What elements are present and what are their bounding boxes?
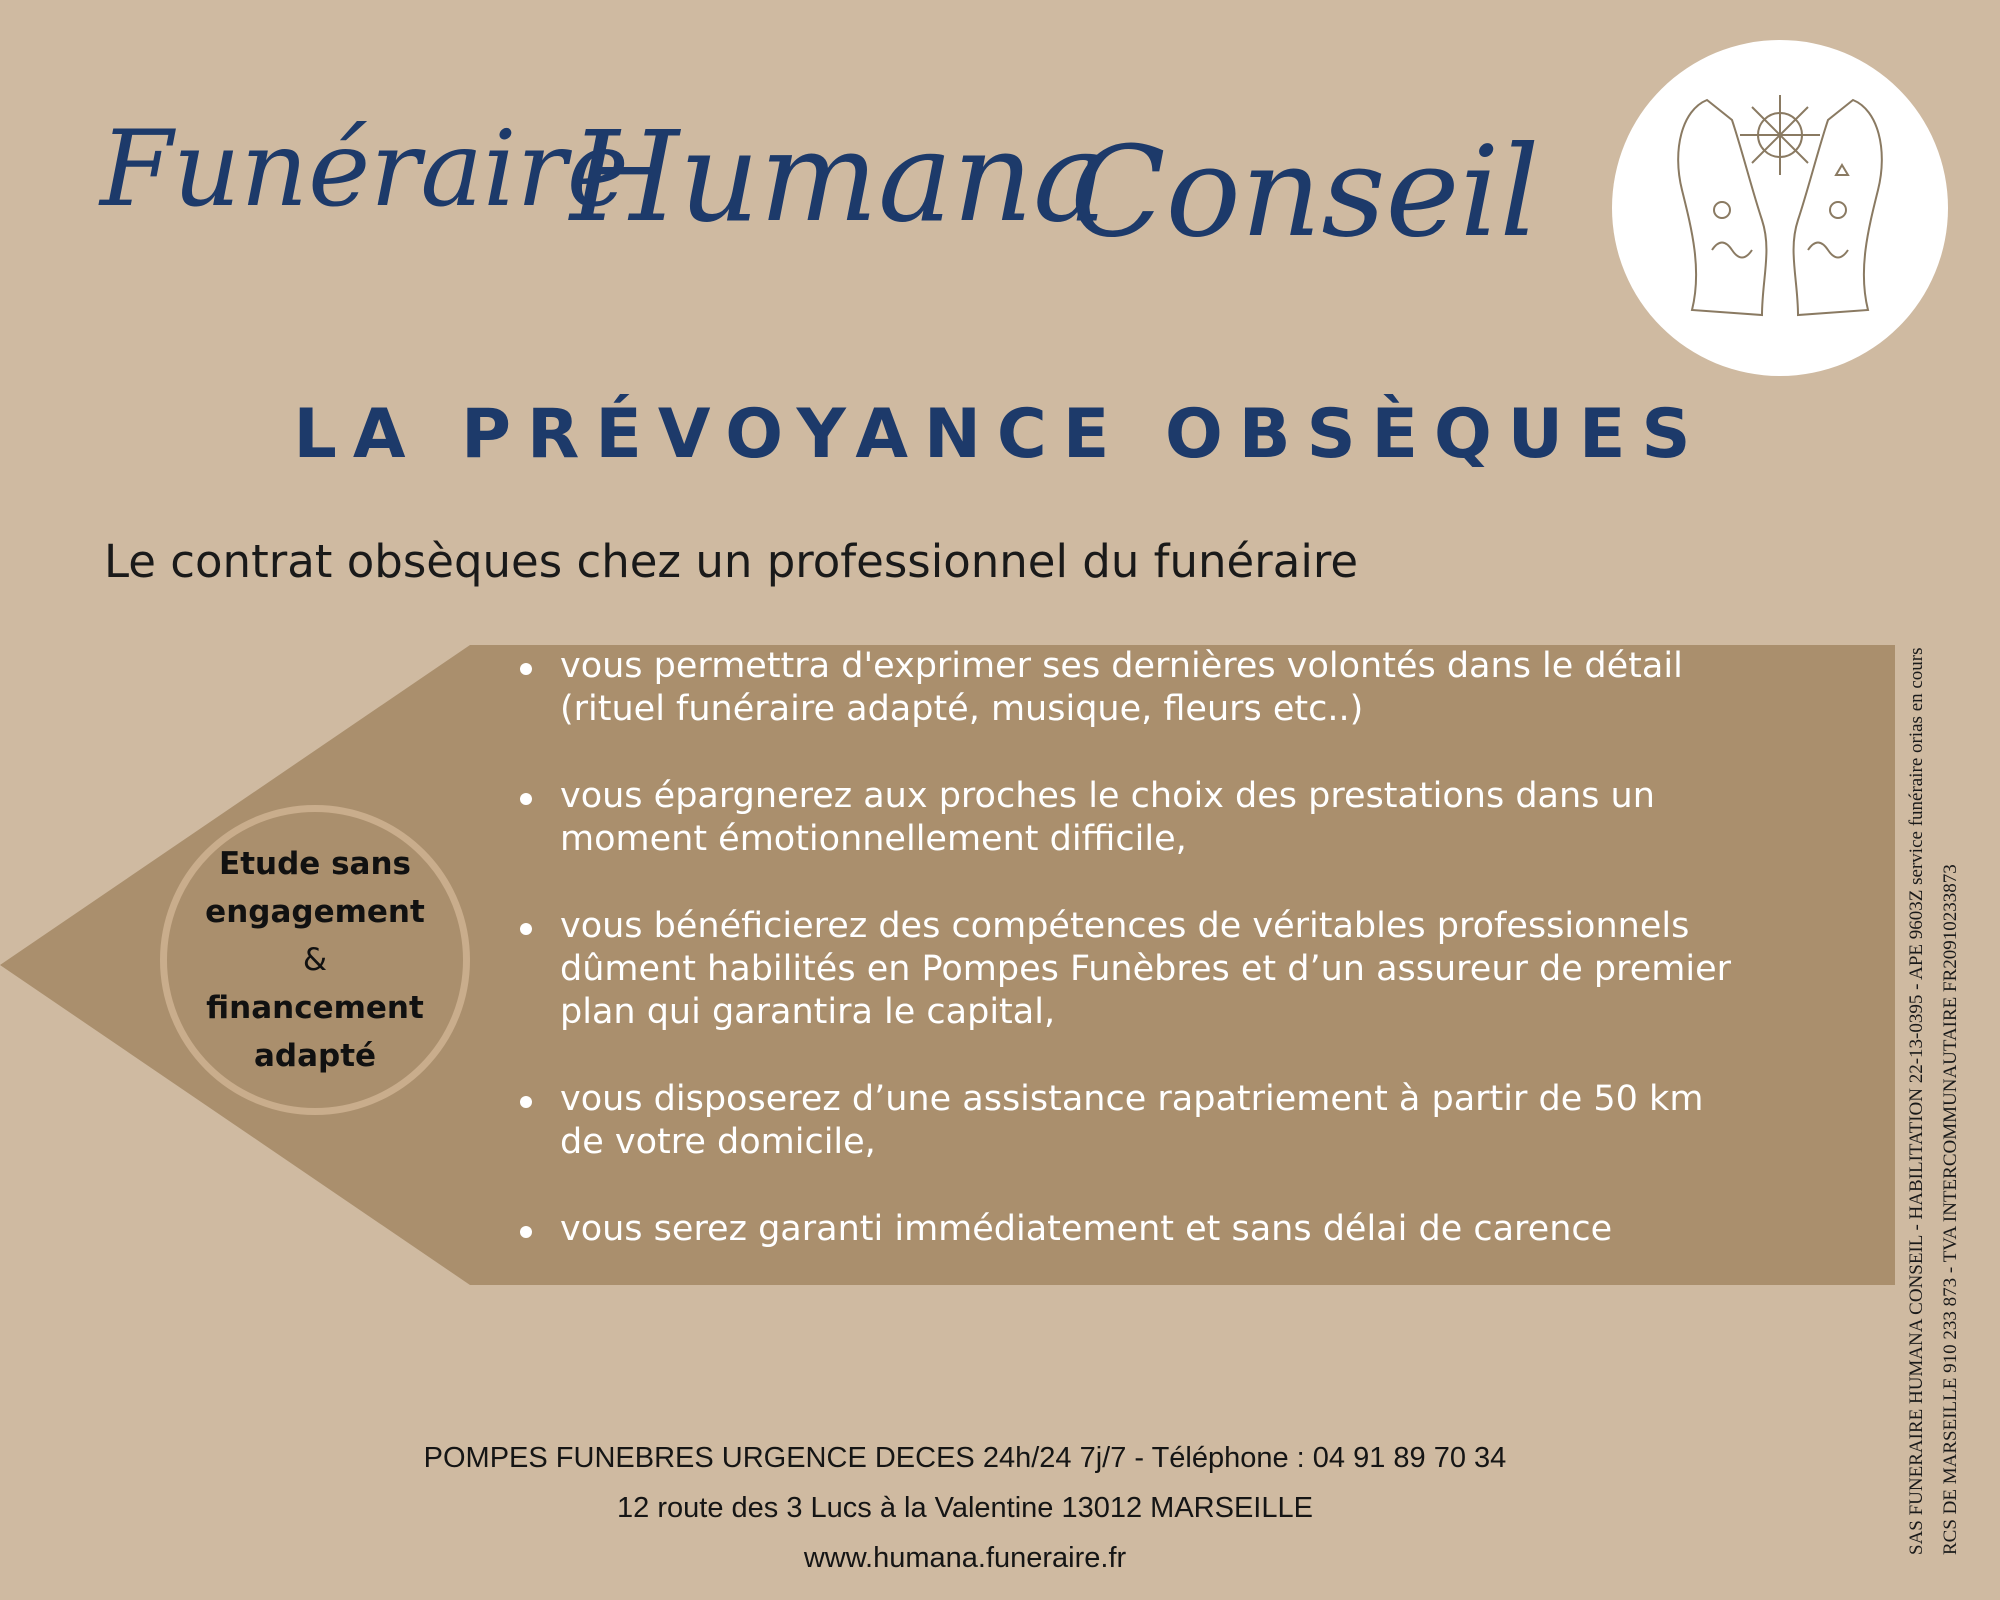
footer-address: 12 route des 3 Lucs à la Valentine 13012 MARSEILLE bbox=[617, 1492, 1313, 1524]
legal-line: SAS FUNERAIRE HUMANA CONSEIL - HABILITATION 22-13-0395 - APE 9603Z service funéraire orias en cours bbox=[1906, 647, 1927, 1555]
benefit-item bbox=[510, 1208, 1880, 1251]
brand-word-humana: Humana bbox=[570, 105, 1108, 250]
benefit-text: vous serez garanti immédiatement et sans délai de carence bbox=[560, 1209, 1613, 1249]
badge-line: Etude sans bbox=[219, 846, 411, 882]
logo bbox=[1612, 40, 1948, 376]
benefit-text: (rituel funéraire adapté, musique, fleurs etc..) bbox=[560, 689, 1364, 729]
website-link[interactable]: www.humana.funeraire.fr bbox=[803, 1542, 1127, 1574]
benefit-item bbox=[510, 1078, 1880, 1164]
study-badge bbox=[160, 805, 470, 1115]
brand-word-conseil: Conseil bbox=[1070, 120, 1540, 265]
page-subtitle: Le contrat obsèques chez un professionnel du funéraire bbox=[104, 535, 1359, 588]
benefit-text: plan qui garantira le capital, bbox=[560, 992, 1056, 1032]
benefit-text: vous permettra d'exprimer ses dernières volontés dans le détail bbox=[560, 646, 1683, 686]
benefit-item bbox=[510, 645, 1880, 731]
benefit-text: de votre domicile, bbox=[560, 1122, 876, 1162]
benefit-text: vous épargnerez aux proches le choix des prestations dans un bbox=[560, 776, 1655, 816]
badge-line: financement bbox=[206, 990, 424, 1026]
brand-title bbox=[90, 20, 1540, 320]
badge-line: & bbox=[302, 942, 328, 978]
brand-word-funeraire: Funéraire bbox=[100, 108, 629, 230]
praying-hands-icon bbox=[1612, 40, 1948, 376]
legal-line: RCS DE MARSEILLE 910 233 873 - TVA INTERCOMMUNAUTAIRE FR20910233873 bbox=[1940, 864, 1961, 1555]
benefit-text: vous disposerez d’une assistance rapatriement à partir de 50 km bbox=[560, 1079, 1704, 1119]
benefits-list bbox=[510, 645, 1880, 1295]
legal-notice bbox=[1900, 455, 1968, 1555]
benefits-panel bbox=[0, 645, 1895, 1285]
footer-emergency-line: POMPES FUNEBRES URGENCE DECES 24h/24 7j/7 - Téléphone : 04 91 89 70 34 bbox=[423, 1442, 1507, 1474]
page-title: LA PRÉVOYANCE OBSÈQUES bbox=[293, 395, 1707, 474]
badge-line: engagement bbox=[205, 894, 425, 930]
benefit-text: vous bénéficierez des compétences de véritables professionnels bbox=[560, 906, 1690, 946]
benefit-text: dûment habilités en Pompes Funèbres et d’un assureur de premier bbox=[560, 949, 1732, 989]
benefit-text: moment émotionnellement difficile, bbox=[560, 819, 1187, 859]
benefit-item bbox=[510, 905, 1880, 1034]
badge-line: adapté bbox=[253, 1038, 377, 1074]
benefit-item bbox=[510, 775, 1880, 861]
